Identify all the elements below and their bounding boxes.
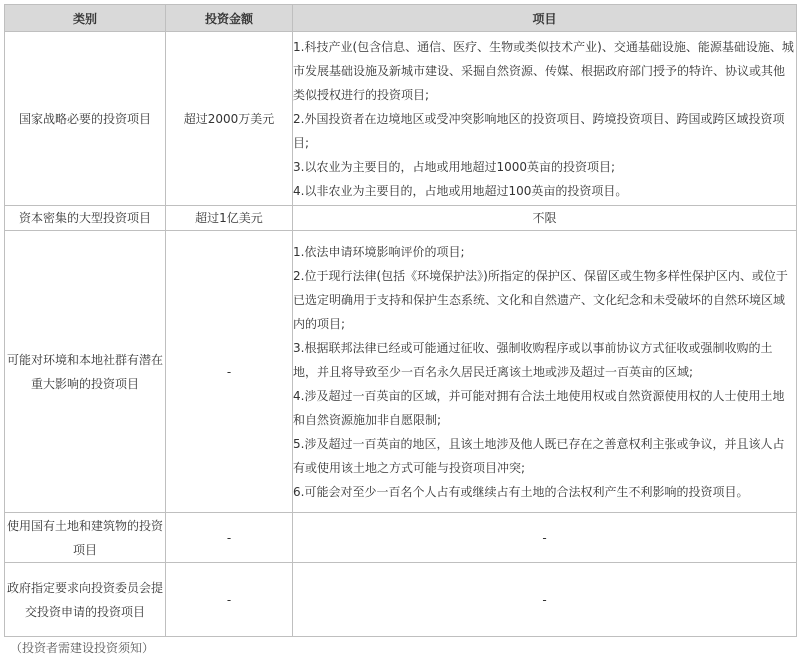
project-cell: 不限 [293,206,797,231]
table-row [5,513,797,563]
category-cell: 资本密集的大型投资项目 [5,206,166,231]
project-item: 3.以农业为主要目的，占地或用地超过1000英亩的投资项目; [293,159,616,174]
project-item: 3.根据联邦法律已经或可能通过征收、强制收购程序或以事前协议方式征收或强制收购的土地，并且将导致至少一百名永久居民迁离该土地或涉及超过一百英亩的区域; [293,340,773,379]
project-cell [293,32,797,206]
table-row [5,206,797,231]
table-header-row [5,5,797,32]
investment-table [4,4,797,637]
amount-cell: - [166,513,293,563]
project-item: 6.可能会对至少一百名个人占有或继续占有土地的合法权利产生不利影响的投资项目。 [293,484,749,499]
project-item: 4.涉及超过一百英亩的区域，并可能对拥有合法土地使用权或自然资源使用权的人士使用土地和自然资源施加非自愿限制; [293,388,785,427]
project-item: 1.科技产业(包含信息、通信、医疗、生物或类似技术产业)、交通基础设施、能源基础设施、城市发展基础设施及新城市建设、采掘自然资源、传媒、根据政府部门授予的特许、协议或其他类似授权进行的投资项目; [293,39,794,102]
header-amount: 投资金额 [166,5,293,32]
table-row [5,32,797,206]
category-cell: 国家战略必要的投资项目 [5,32,166,206]
project-item: 2.外国投资者在边境地区或受冲突影响地区的投资项目、跨境投资项目、跨国或跨区域投资项目; [293,111,785,150]
category-cell: 可能对环境和本地社群有潜在重大影响的投资项目 [5,231,166,513]
amount-cell: - [166,231,293,513]
amount-cell: 超过2000万美元 [166,32,293,206]
category-cell: 政府指定要求向投资委员会提交投资申请的投资项目 [5,563,166,637]
project-item: 1.依法申请环境影响评价的项目; [293,244,465,259]
project-cell [293,231,797,513]
amount-cell: - [166,563,293,637]
project-item: 5.涉及超过一百英亩的地区，且该土地涉及他人既已存在之善意权利主张或争议，并且该人占有或使用该土地之方式可能与投资项目冲突; [293,436,785,475]
project-cell: - [293,563,797,637]
footnote: （投资者需建设投资须知） [10,641,155,655]
project-cell: - [293,513,797,563]
table-row [5,563,797,637]
project-item: 2.位于现行法律(包括《环境保护法》)所指定的保护区、保留区或生物多样性保护区内、或位于已选定明确用于支持和保护生态系统、文化和自然遗产、文化纪念和未受破坏的自然环境区域内的项目; [293,268,788,331]
project-item: 4.以非农业为主要目的，占地或用地超过100英亩的投资项目。 [293,183,628,198]
header-project: 项目 [293,5,797,32]
header-category: 类别 [5,5,166,32]
amount-cell: 超过1亿美元 [166,206,293,231]
table-row [5,231,797,513]
category-cell: 使用国有土地和建筑物的投资项目 [5,513,166,563]
